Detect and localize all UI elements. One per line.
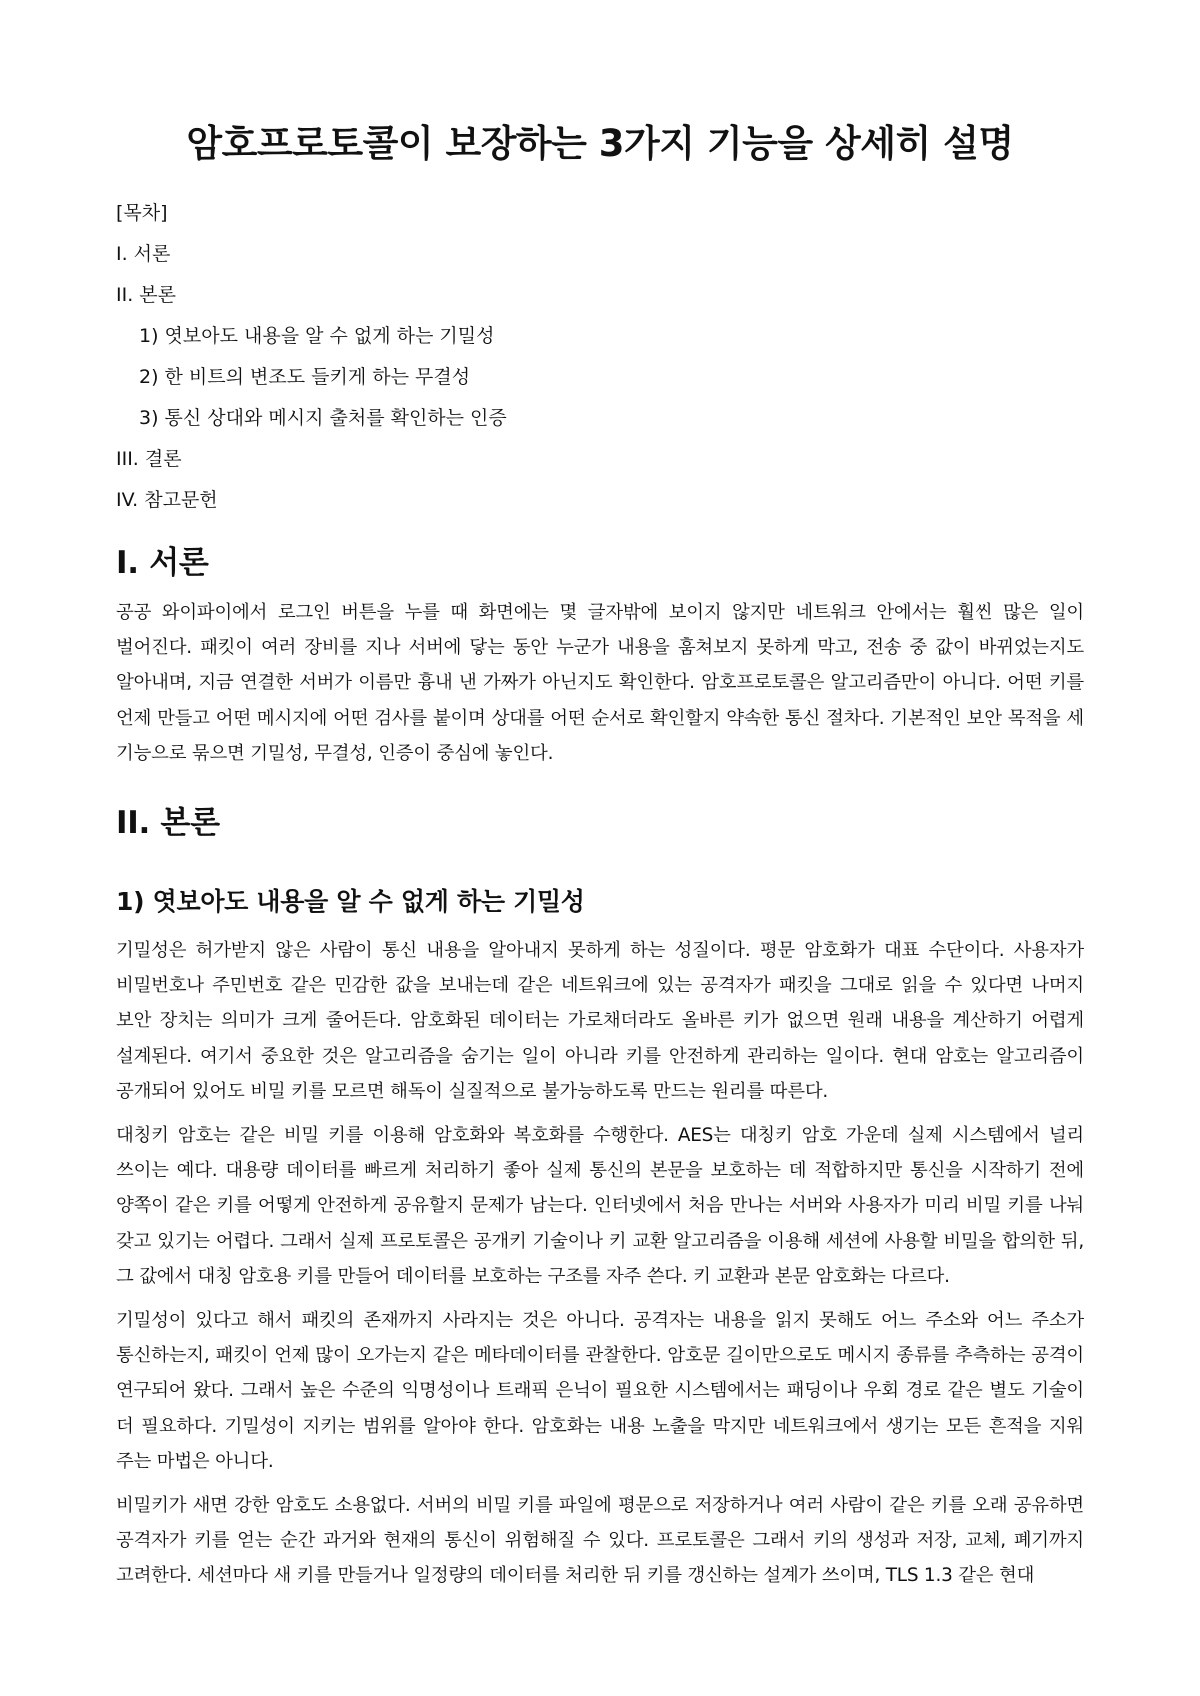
toc-item-integrity: 2) 한 비트의 변조도 들키게 하는 무결성 bbox=[139, 366, 471, 388]
toc-item-body: II. 본론 bbox=[116, 284, 176, 306]
table-of-contents bbox=[116, 193, 1084, 521]
toc-item-intro: I. 서론 bbox=[116, 243, 171, 265]
body-paragraph: 기밀성은 허가받지 않은 사람이 통신 내용을 알아내지 못하게 하는 성질이다. 평문 암호화가 대표 수단이다. 사용자가 비밀번호나 주민번호 같은 민감한 값을 보내는데 같은 네트워크에 있는 공격자가 패킷을 그대로 읽을 수 있다면 나머지 보안 장치는 의미가 크게 줄어든다. 암호화된 데이터는 가로채더라도 올바른 키가 없으면 원래 내용을 계산하기 어렵게 설계된다. 여기서 중요한 것은 알고리즘을 숨기는 일이 아니라 키를 안전하게 관리하는 일이다. 현대 암호는 알고리즘이 공개되어 있어도 비밀 키를 모르면 해독이 실질적으로 불가능하도록 만드는 원리를 따른다. bbox=[116, 940, 1084, 1102]
toc-item-confidentiality: 1) 엿보아도 내용을 알 수 없게 하는 기밀성 bbox=[139, 325, 495, 347]
intro-paragraph: 공공 와이파이에서 로그인 버튼을 누를 때 화면에는 몇 글자밖에 보이지 않지만 네트워크 안에서는 훨씬 많은 일이 벌어진다. 패킷이 여러 장비를 지나 서버에 닿는 동안 누군가 내용을 훔쳐보지 못하게 막고, 전송 중 값이 바뀌었는지도 알아내며, 지금 연결한 서버가 이름만 흉내 낸 가짜가 아닌지도 확인한다. 암호프로토콜은 알고리즘만이 아니다. 어떤 키를 언제 만들고 어떤 메시지에 어떤 검사를 붙이며 상대를 어떤 순서로 확인할지 약속한 통신 절차다. 기본적인 보안 목적을 세 기능으로 묶으면 기밀성, 무결성, 인증이 중심에 놓인다. bbox=[116, 602, 1084, 764]
subsection-heading-confidentiality: 1) 엿보아도 내용을 알 수 없게 하는 기밀성 bbox=[116, 887, 585, 917]
toc-heading: [목차] bbox=[116, 202, 168, 224]
body-paragraph: 기밀성이 있다고 해서 패킷의 존재까지 사라지는 것은 아니다. 공격자는 내용을 읽지 못해도 어느 주소와 어느 주소가 통신하는지, 패킷이 언제 많이 오가는지 같은 메타데이터를 관찰한다. 암호문 길이만으로도 메시지 종류를 추측하는 공격이 연구되어 왔다. 그래서 높은 수준의 익명성이나 트래픽 은닉이 필요한 시스템에서는 패딩이나 우회 경로 같은 별도 기술이 더 필요하다. 기밀성이 지키는 범위를 알아야 한다. 암호화는 내용 노출을 막지만 네트워크에서 생기는 모든 흔적을 지워 주는 마법은 아니다. bbox=[116, 1310, 1084, 1472]
body-paragraph: 비밀키가 새면 강한 암호도 소용없다. 서버의 비밀 키를 파일에 평문으로 저장하거나 여러 사람이 같은 키를 오래 공유하면 공격자가 키를 얻는 순간 과거와 현재의 통신이 위험해질 수 있다. 프로토콜은 그래서 키의 생성과 저장, 교체, 폐기까지 고려한다. 세션마다 새 키를 만들거나 일정량의 데이터를 처리한 뒤 키를 갱신하는 설계가 쓰이며, TLS 1.3 같은 현대 bbox=[116, 1495, 1084, 1587]
toc-item-authentication: 3) 통신 상대와 메시지 출처를 확인하는 인증 bbox=[139, 407, 507, 429]
toc-item-references: IV. 참고문헌 bbox=[116, 489, 218, 511]
document-title: 암호프로토콜이 보장하는 3가지 기능을 상세히 설명 bbox=[186, 122, 1014, 165]
section-heading-intro: I. 서론 bbox=[116, 545, 209, 581]
toc-item-conclusion: III. 결론 bbox=[116, 448, 182, 470]
body-paragraph: 대칭키 암호는 같은 비밀 키를 이용해 암호화와 복호화를 수행한다. AES는 대칭키 암호 가운데 실제 시스템에서 널리 쓰이는 예다. 대용량 데이터를 빠르게 처리하기 좋아 실제 통신의 본문을 보호하는 데 적합하지만 통신을 시작하기 전에 양쪽이 같은 키를 어떻게 안전하게 공유할지 문제가 남는다. 인터넷에서 처음 만나는 서버와 사용자가 미리 비밀 키를 나눠 갖고 있기는 어렵다. 그래서 실제 프로토콜은 공개키 기술이나 키 교환 알고리즘을 이용해 세션에 사용할 비밀을 합의한 뒤, 그 값에서 대칭 암호용 키를 만들어 데이터를 보호하는 구조를 자주 쓴다. 키 교환과 본문 암호화는 다르다. bbox=[116, 1125, 1084, 1287]
section-heading-body: II. 본론 bbox=[116, 805, 220, 842]
